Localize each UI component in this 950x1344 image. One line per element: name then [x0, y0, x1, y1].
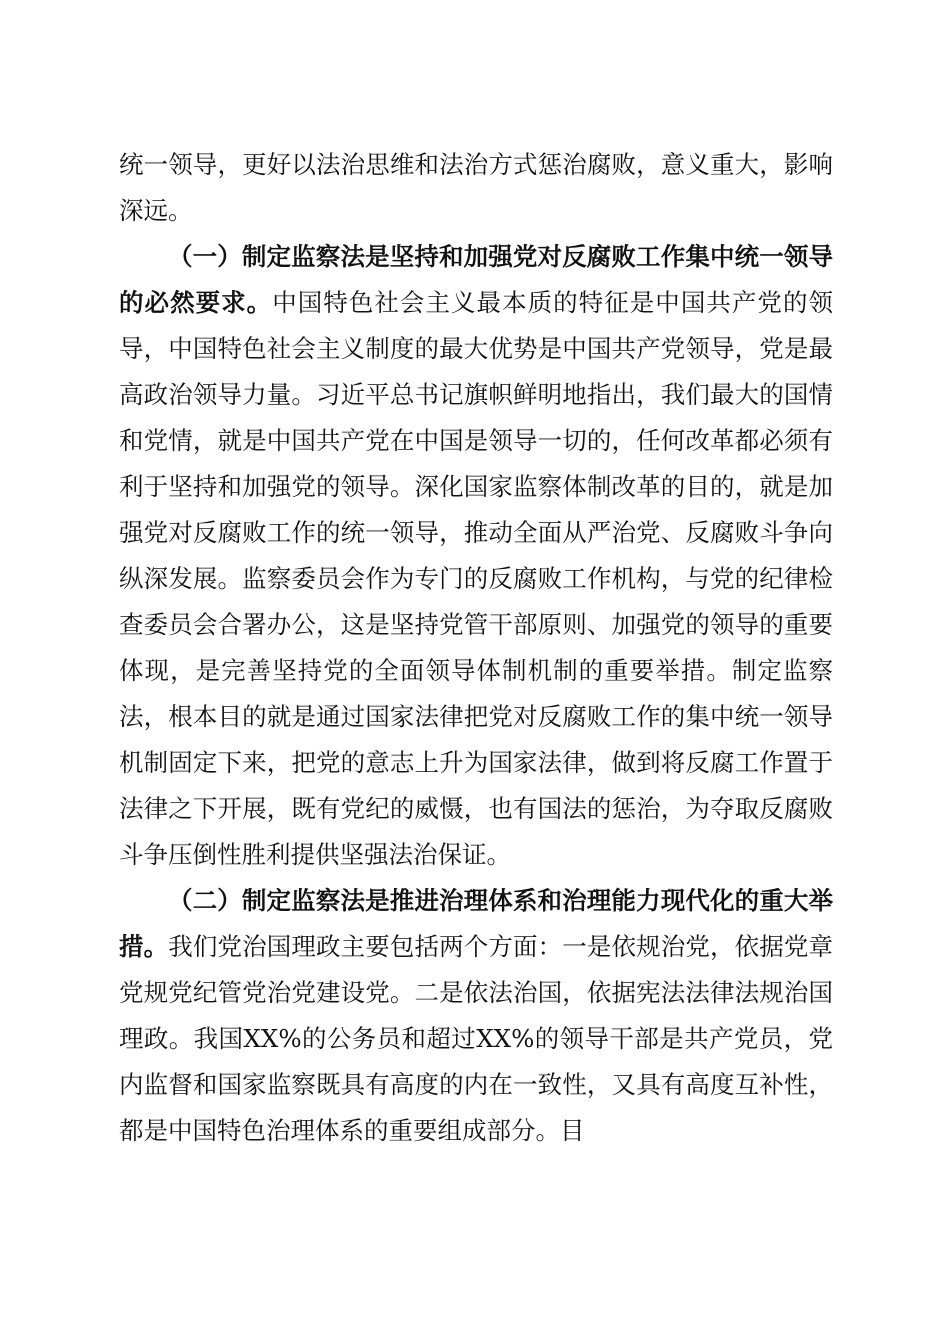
document-body	[119, 142, 833, 1154]
section-heading: （二）制定监察法是推进治理体系和治理能力现代化的重大举措。	[119, 886, 833, 961]
paragraph-section-2	[119, 878, 833, 1154]
paragraph-text: 统一领导，更好以法治思维和法治方式惩治腐败，意义重大，影响深远。	[119, 150, 833, 225]
paragraph-continuation	[119, 142, 833, 234]
paragraph-text: 中国特色社会主义最本质的特征是中国共产党的领导，中国特色社会主义制度的最大优势是中国共产党领导，党是最高政治领导力量。习近平总书记旗帜鲜明地指出，我们最大的国情和党情，就是中国共产党在中国是领导一切的，任何改革都必须有利于坚持和加强党的领导。深化国家监察体制改革的目的，就是加强党对反腐败工作的统一领导，推动全面从严治党、反腐败斗争向纵深发展。监察委员会作为专门的反腐败工作机构，与党的纪律检查委员会合署办公，这是坚持党管干部原则、加强党的领导的重要体现，是完善坚持党的全面领导体制机制的重要举措。制定监察法，根本目的就是通过国家法律把党对反腐败工作的集中统一领导机制固定下来，把党的意志上升为国家法律，做到将反腐工作置于法律之下开展，既有党纪的威慑，也有国法的惩治，为夺取反腐败斗争压倒性胜利提供坚强法治保证。	[119, 288, 834, 869]
section-heading: （一）制定监察法是坚持和加强党对反腐败工作集中统一领导的必然要求。	[119, 242, 833, 317]
paragraph-section-1	[119, 234, 833, 878]
paragraph-text: 我们党治国理政主要包括两个方面：一是依规治党，依据党章党规党纪管党治党建设党。二是依法治国，依据宪法法律法规治国理政。我国XX%的公务员和超过XX%的领导干部是共产党员，党内监督和国家监察既具有高度的内在一致性，又具有高度互补性，都是中国特色治理体系的重要组成部分。目	[119, 932, 833, 1145]
